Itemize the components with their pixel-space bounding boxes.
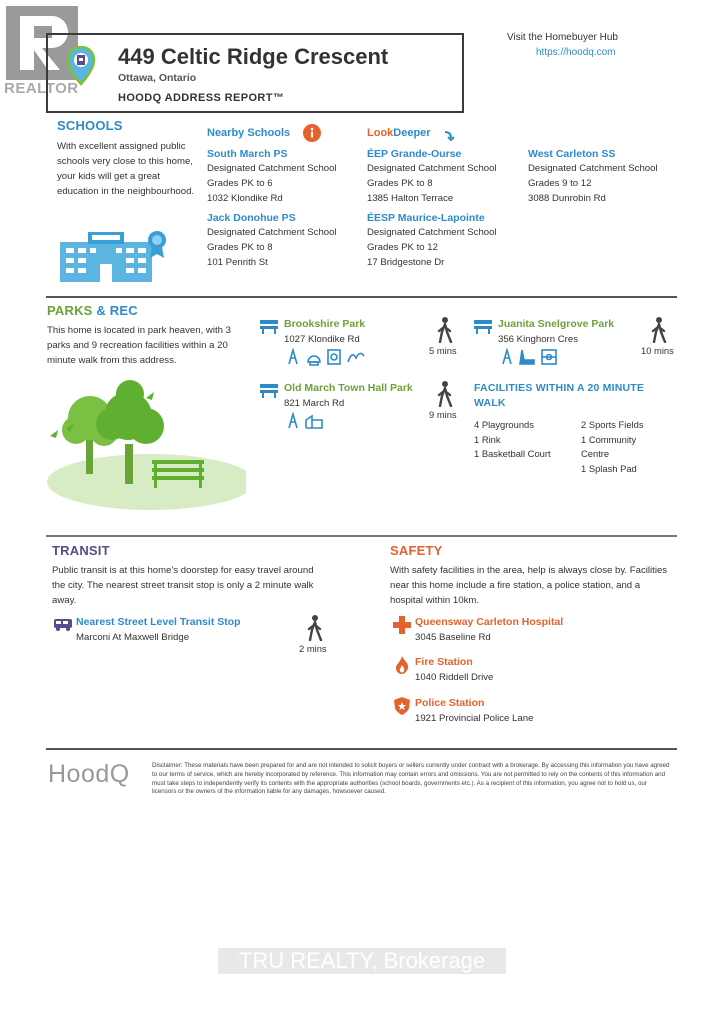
parks-title-a: PARKS xyxy=(47,303,93,318)
parks-description: This home is located in park heaven, with 3 parks and 9 recreation facilities within a 20 minute walk from this address. xyxy=(47,325,231,366)
section-divider xyxy=(46,535,677,537)
school-grades: Grades PK to 12 xyxy=(367,242,438,253)
school-address: 17 Bridgestone Dr xyxy=(367,257,445,268)
safety-name[interactable]: Police Station xyxy=(415,697,485,709)
bench-icon xyxy=(474,320,492,339)
school-type: Designated Catchment School xyxy=(367,227,497,238)
transit-stop-name: Marconi At Maxwell Bridge xyxy=(76,632,190,643)
disclaimer-text: Disclaimer: These materials have been prepared for and are not intended to solicit buyers or sellers currently under contract with a brokerage. By accessing this information you have agreed to our terms of service, which are hereby incorporated by reference. This information may contain errors and omissions. You are not permitted to rely on the contents of this information and must take steps to independently verify its contents with the appropriate authorities (school boards, governments etc.). As a recipient of this information, you agree not to hold us, our licensors or the owners of the information liable for any damages, howsoever caused. xyxy=(152,762,670,796)
facility-item: 1 Rink xyxy=(474,433,501,445)
school-building-icon xyxy=(60,228,170,289)
school-grades: Grades 9 to 12 xyxy=(528,178,592,189)
walk-time: 2 mins xyxy=(299,643,327,654)
school-name[interactable]: South March PS xyxy=(207,148,288,160)
school-type: Designated Catchment School xyxy=(528,163,658,174)
bus-icon xyxy=(54,618,72,636)
footer-divider xyxy=(46,748,677,750)
facilities-list-right xyxy=(581,418,681,476)
school-address: 1385 Halton Terrace xyxy=(367,193,454,204)
location-pin-icon xyxy=(66,46,96,91)
facilities-title: FACILITIES WITHIN A 20 MINUTE WALK xyxy=(474,382,645,409)
lookdeeper-deeper: Deeper xyxy=(393,127,431,139)
school-item xyxy=(528,148,658,206)
school-item xyxy=(367,212,497,270)
park-address: 821 March Rd xyxy=(284,398,345,409)
hub-link[interactable]: https://hoodq.com xyxy=(536,47,616,58)
park-amenity-icons xyxy=(286,412,326,435)
walk-time: 9 mins xyxy=(429,409,457,420)
school-grades: Grades PK to 8 xyxy=(207,242,273,253)
school-address: 101 Penrith St xyxy=(207,257,268,268)
section-divider xyxy=(46,296,677,298)
walking-icon xyxy=(437,381,453,412)
school-type: Designated Catchment School xyxy=(367,163,497,174)
park-amenity-icons xyxy=(500,348,562,371)
walk-time: 10 mins xyxy=(641,345,674,356)
school-grades: Grades PK to 8 xyxy=(367,178,433,189)
hoodq-logo: HoodQ xyxy=(48,760,130,788)
facility-item: 2 Sports Fields xyxy=(581,419,644,430)
school-type: Designated Catchment School xyxy=(207,227,337,238)
park-address: 356 Kinghorn Cres xyxy=(498,334,578,345)
facility-item: 1 Splash Pad xyxy=(581,462,637,474)
transit-stop-label[interactable]: Nearest Street Level Transit Stop xyxy=(76,616,241,628)
facilities-list-left xyxy=(474,418,574,462)
walk-time: 5 mins xyxy=(429,345,457,356)
bench-icon xyxy=(260,320,278,339)
park-address: 1027 Klondike Rd xyxy=(284,334,360,345)
lookdeeper-look: Look xyxy=(367,127,394,139)
facility-item: 1 Basketball Court xyxy=(474,448,551,459)
school-name[interactable]: ÉEP Grande-Ourse xyxy=(367,148,462,160)
walking-icon xyxy=(651,317,667,348)
lookdeeper-label[interactable] xyxy=(367,127,431,139)
fire-icon xyxy=(395,656,409,679)
hospital-icon xyxy=(393,616,411,639)
transit-title: TRANSIT xyxy=(52,543,110,558)
safety-address: 1921 Provincial Police Lane xyxy=(415,713,534,724)
parks-title-b: & REC xyxy=(96,303,138,318)
safety-name[interactable]: Queensway Carleton Hospital xyxy=(415,616,564,628)
report-label: HOODQ ADDRESS REPORT™ xyxy=(118,92,285,104)
school-name[interactable]: ÉESP Maurice-Lapointe xyxy=(367,212,485,224)
bench-icon xyxy=(260,384,278,403)
schools-title: SCHOOLS xyxy=(57,118,123,133)
brokerage-label: TRU REALTY, Brokerage xyxy=(218,948,506,974)
realtor-label: REALTOR xyxy=(4,80,79,97)
address-city: Ottawa, Ontario xyxy=(118,72,197,84)
parks-title xyxy=(47,303,138,318)
transit-description: Public transit is at this home's doorstep for easy travel around the city. The nearest street transit stop is only a 2 minute walk away. xyxy=(52,565,314,606)
hub-text: Visit the Homebuyer Hub xyxy=(507,32,618,43)
schools-description: With excellent assigned public schools very close to this home, your kids will get a great education in the neighbourhood. xyxy=(57,141,195,197)
park-name[interactable]: Brookshire Park xyxy=(284,318,366,330)
school-grades: Grades PK to 6 xyxy=(207,178,273,189)
safety-title: SAFETY xyxy=(390,543,443,558)
safety-address: 3045 Baseline Rd xyxy=(415,632,491,643)
school-item xyxy=(367,148,497,206)
park-illustration xyxy=(46,378,246,515)
school-item xyxy=(207,148,337,206)
facility-item: Centre xyxy=(581,448,610,459)
walking-icon xyxy=(437,317,453,348)
nearby-schools-label: Nearby Schools xyxy=(207,127,291,139)
police-badge-icon xyxy=(394,697,410,720)
walking-icon xyxy=(307,615,323,646)
school-address: 1032 Klondike Rd xyxy=(207,193,283,204)
arrow-icon xyxy=(443,128,455,146)
school-item xyxy=(207,212,337,270)
school-name[interactable]: West Carleton SS xyxy=(528,148,616,160)
school-address: 3088 Dunrobin Rd xyxy=(528,193,606,204)
safety-address: 1040 Riddell Drive xyxy=(415,672,494,683)
school-type: Designated Catchment School xyxy=(207,163,337,174)
facility-item: 4 Playgrounds xyxy=(474,419,534,430)
info-icon[interactable] xyxy=(303,124,321,147)
address-title: 449 Celtic Ridge Crescent xyxy=(118,44,389,69)
park-amenity-icons xyxy=(286,348,366,371)
safety-description: With safety facilities in the area, help is always close by. Facilities near this home include a fire station, a police station, and a hospital within 10km. xyxy=(390,565,668,606)
safety-name[interactable]: Fire Station xyxy=(415,656,473,668)
park-name[interactable]: Old March Town Hall Park xyxy=(284,382,413,394)
facility-item: 1 Community xyxy=(581,433,637,445)
school-name[interactable]: Jack Donohue PS xyxy=(207,212,296,224)
park-name[interactable]: Juanita Snelgrove Park xyxy=(498,318,615,330)
